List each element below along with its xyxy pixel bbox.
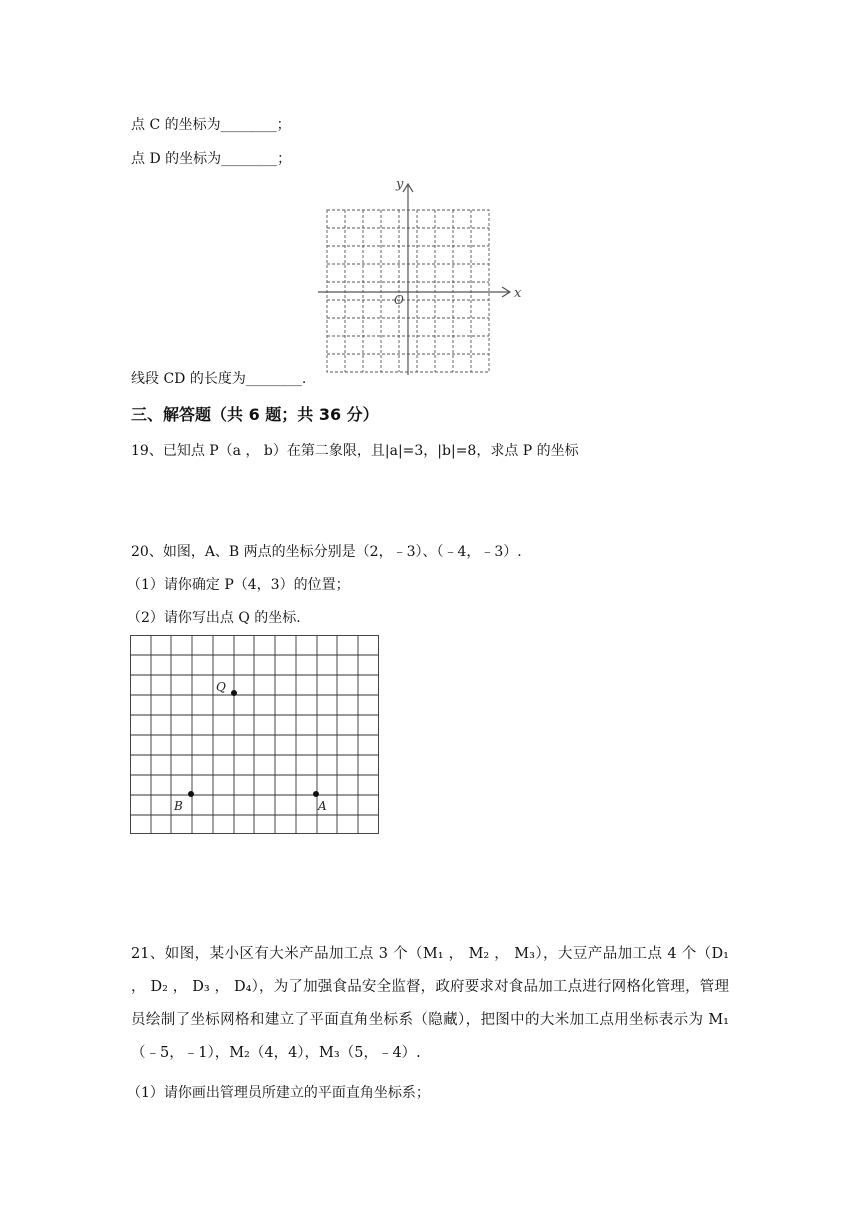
q18-coordinate-grid-figure <box>310 172 535 378</box>
q18-d-coordinate-line: 点 D 的坐标为________； <box>131 151 292 167</box>
q21-part1: （1）请你画出管理员所建立的平面直角坐标系； <box>127 1085 430 1101</box>
origin-label: O <box>394 293 404 307</box>
point-q <box>231 690 237 696</box>
y-axis-label: y <box>396 177 404 192</box>
point-a-label: A <box>318 799 327 813</box>
q21-text: 21、如图，某小区有大米产品加工点 3 个（M₁ ， M₂ ， M₃），大豆产品加工点 4 个（D₁ ， D₂ ， D₃ ， D₄），为了加强食品安全监督，政府要求对食品加工点进行网格化管理，管理员绘制了坐标网格和建立了平面直角坐标系（隐藏），把图中的大米加工点用坐标表示为 M₁（﹣5，﹣1），M₂（4，4），M₃（5，﹣4）. <box>131 946 729 1061</box>
q20-text: 20、如图，A、B 两点的坐标分别是（2，﹣3）、（﹣4，﹣3）. <box>131 544 522 560</box>
point-b-label: B <box>174 799 183 813</box>
q18-cd-length-line: 线段 CD 的长度为________. <box>131 371 307 387</box>
q20-part2: （2）请你写出点 Q 的坐标. <box>127 610 301 626</box>
point-a <box>313 791 319 797</box>
q20-part1: （1）请你确定 P（4，3）的位置； <box>127 577 350 593</box>
q19-text: 19、已知点 P（a ， b）在第二象限，且|a|=3，|b|=8，求点 P 的坐标 <box>131 443 579 459</box>
q18-c-coordinate-line: 点 C 的坐标为________； <box>131 117 291 133</box>
point-b <box>188 791 194 797</box>
x-axis-label: x <box>514 286 522 301</box>
point-q-label: Q <box>216 680 226 694</box>
q20-grid-figure <box>130 635 380 835</box>
section-3-heading: 三、解答题（共 6 题；共 36 分） <box>131 405 379 424</box>
